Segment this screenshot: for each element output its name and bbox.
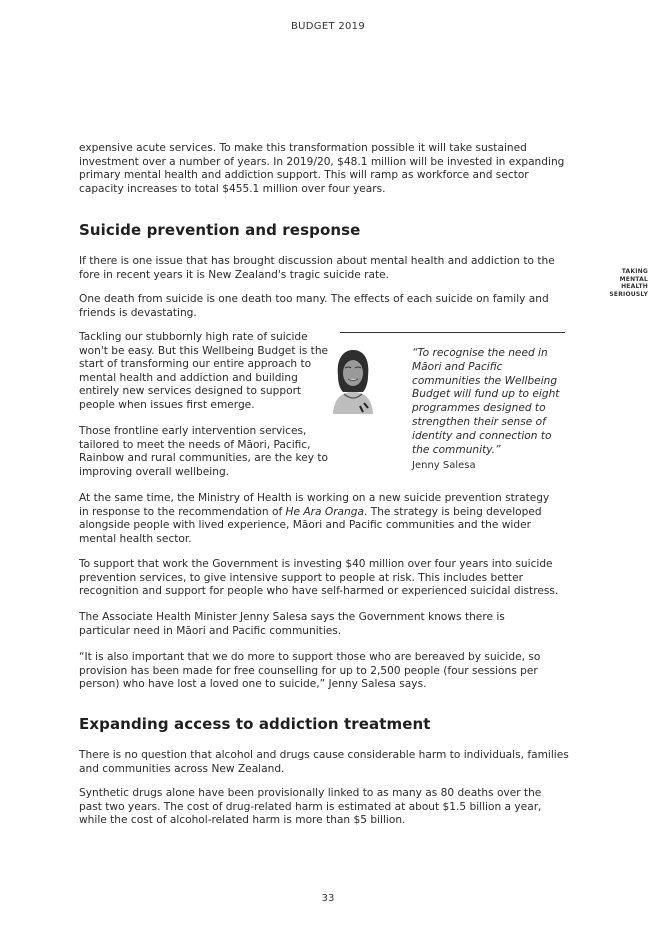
section-heading-suicide: Suicide prevention and response — [79, 221, 361, 239]
suicide-paragraph-1: If there is one issue that has brought discussion about mental health and addiction to the fore in recent years it is New Zealand's tragic suicide rate. — [79, 255, 555, 281]
suicide-paragraph-6: To support that work the Government is investing $40 million over four years into suicide prevention services, to give intensive support to people at risk. This includes better recognition and support for people who have self-harmed or experienced suicidal distress. — [79, 558, 559, 598]
portrait-photo — [330, 346, 376, 414]
addiction-paragraph-1: There is no question that alcohol and drugs cause considerable harm to individuals, families and communities across New Zealand. — [79, 749, 569, 775]
pullquote-text: “To recognise the need in Māori and Pacific communities the Wellbeing Budget will fund up to eight programmes designed to strengthen their sense of identity and connection to the community.” — [412, 347, 560, 456]
suicide-paragraph-7: The Associate Health Minister Jenny Salesa says the Government knows there is particular need in Māori and Pacific communities. — [79, 611, 505, 637]
pullquote-attribution: Jenny Salesa — [412, 460, 476, 471]
page-number: 33 — [321, 893, 335, 904]
suicide-paragraph-5: At the same time, the Ministry of Health is working on a new suicide prevention strategy in response to the recommendation of He Ara Oranga. The strategy is being developed alongside people with lived experience, Māori and Pacific communities and the wider mental health sector. — [79, 492, 550, 545]
suicide-paragraph-2: One death from suicide is one death too many. The effects of each suicide on family and friends is devastating. — [79, 293, 549, 319]
section-heading-addiction: Expanding access to addiction treatment — [79, 715, 431, 733]
suicide-paragraph-3: Tackling our stubbornly high rate of suicide won't be easy. But this Wellbeing Budget is the start of transforming our entire approach to mental health and addiction and building entirely new services designed to support people when issues first emerge. — [79, 331, 329, 411]
page-header: BUDGET 2019 — [291, 21, 365, 32]
suicide-paragraph-4: Those frontline early intervention services, tailored to meet the needs of Māori, Pacific, Rainbow and rural communities, are the key to improving overall wellbeing. — [79, 425, 329, 478]
intro-paragraph: expensive acute services. To make this transformation possible it will take sustained investment over a number of years. In 2019/20, $48.1 million will be invested in expanding primary mental health and addiction support. This will ramp as workforce and sector capacity increases to total $455.1 million over four years. — [79, 142, 565, 195]
pullquote-divider — [340, 332, 565, 333]
addiction-paragraph-2: Synthetic drugs alone have been provisionally linked to as many as 80 deaths over the past two years. The cost of drug-related harm is estimated at about $1.5 billion a year, while the cost of alcohol-related harm is more than $5 billion. — [79, 787, 542, 827]
suicide-paragraph-8: “It is also important that we do more to support those who are bereaved by suicide, so provision has been made for free counselling for up to 2,500 people (four sessions per person) who have lost a loved one to suicide,” Jenny Salesa says. — [79, 651, 541, 691]
sidebar-section-label: TAKING MENTAL HEALTH SERIOUSLY — [609, 268, 648, 298]
